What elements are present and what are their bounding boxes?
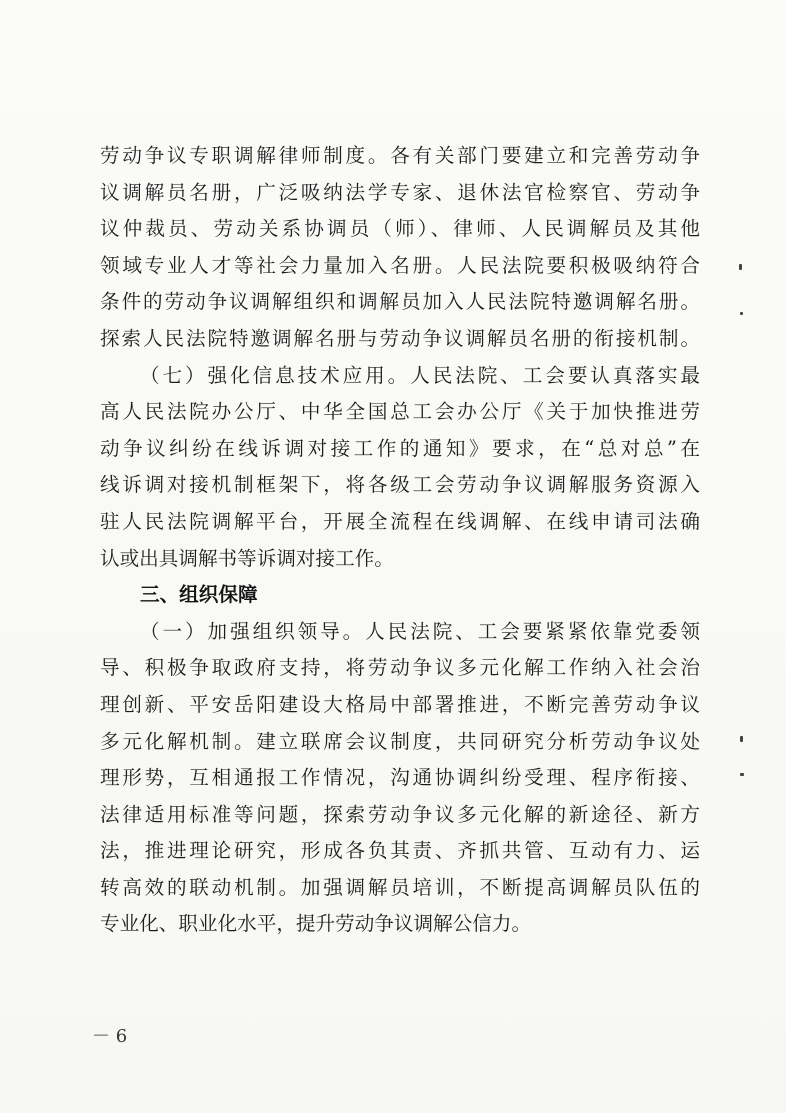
paragraph-line: 转高效的联动机制。加强调解员培训，不断提高调解员队伍的 xyxy=(100,875,700,899)
paragraph-line: 导、积极争取政府支持，将劳动争议多元化解工作纳入社会治 xyxy=(100,656,700,680)
scan-speck xyxy=(740,736,743,742)
paragraph-line: 劳动争议专职调解律师制度。各有关部门要建立和完善劳动争 xyxy=(100,144,700,167)
paragraph-line: 专业化、职业化水平，提升劳动争议调解公信力。 xyxy=(100,912,532,936)
scan-speck xyxy=(739,264,742,270)
paragraph-line: 探索人民法院特邀调解名册与劳动争议调解员名册的衔接机制。 xyxy=(100,326,700,350)
paragraph-line: 法律适用标准等问题，探索劳动争议多元化解的新途径、新方 xyxy=(100,802,700,826)
scan-speck xyxy=(740,773,744,776)
paragraph-line: 领域专业人才等社会力量加入名册。人民法院要积极吸纳符合 xyxy=(100,253,700,277)
paragraph-line: 法，推进理论研究，形成各负其责、齐抓共管、互动有力、运 xyxy=(100,839,700,863)
paragraph-line: 驻人民法院调解平台，开展全流程在线调解、在线申请司法确 xyxy=(100,509,700,533)
page-number: － 6 xyxy=(92,1026,128,1047)
paragraph-line: （七）强化信息技术应用。人民法院、工会要认真落实最 xyxy=(140,363,700,387)
paragraph-line: 线诉调对接机制框架下，将各级工会劳动争议调解服务资源入 xyxy=(100,473,700,497)
paragraph-line: （一）加强组织领导。人民法院、工会要紧紧依靠党委领 xyxy=(140,619,700,643)
paragraph-line: 理创新、平安岳阳建设大格局中部署推进，不断完善劳动争议 xyxy=(100,692,700,716)
document-body xyxy=(100,138,700,943)
paragraph-line: 认或出具调解书等诉调对接工作。 xyxy=(100,546,394,570)
paragraph-line: 议调解员名册，广泛吸纳法学专家、退休法官检察官、劳动争 xyxy=(100,180,700,204)
section-heading: 三、组织保障 xyxy=(140,583,258,607)
paragraph-line: 议仲裁员、劳动关系协调员（师）、律师、人民调解员及其他 xyxy=(100,217,700,241)
paragraph-line: 条件的劳动争议调解组织和调解员加入人民法院特邀调解名册。 xyxy=(100,290,700,314)
paragraph-line: 理形势，互相通报工作情况，沟通协调纠纷受理、程序衔接、 xyxy=(100,766,700,790)
scan-speck xyxy=(740,312,743,315)
paragraph-line: 动争议纠纷在线诉调对接工作的通知》要求，在“总对总”在 xyxy=(100,436,700,460)
paragraph-line: 多元化解机制。建立联席会议制度，共同研究分析劳动争议处 xyxy=(100,729,700,753)
paragraph-line: 高人民法院办公厅、中华全国总工会办公厅《关于加快推进劳 xyxy=(100,400,700,424)
